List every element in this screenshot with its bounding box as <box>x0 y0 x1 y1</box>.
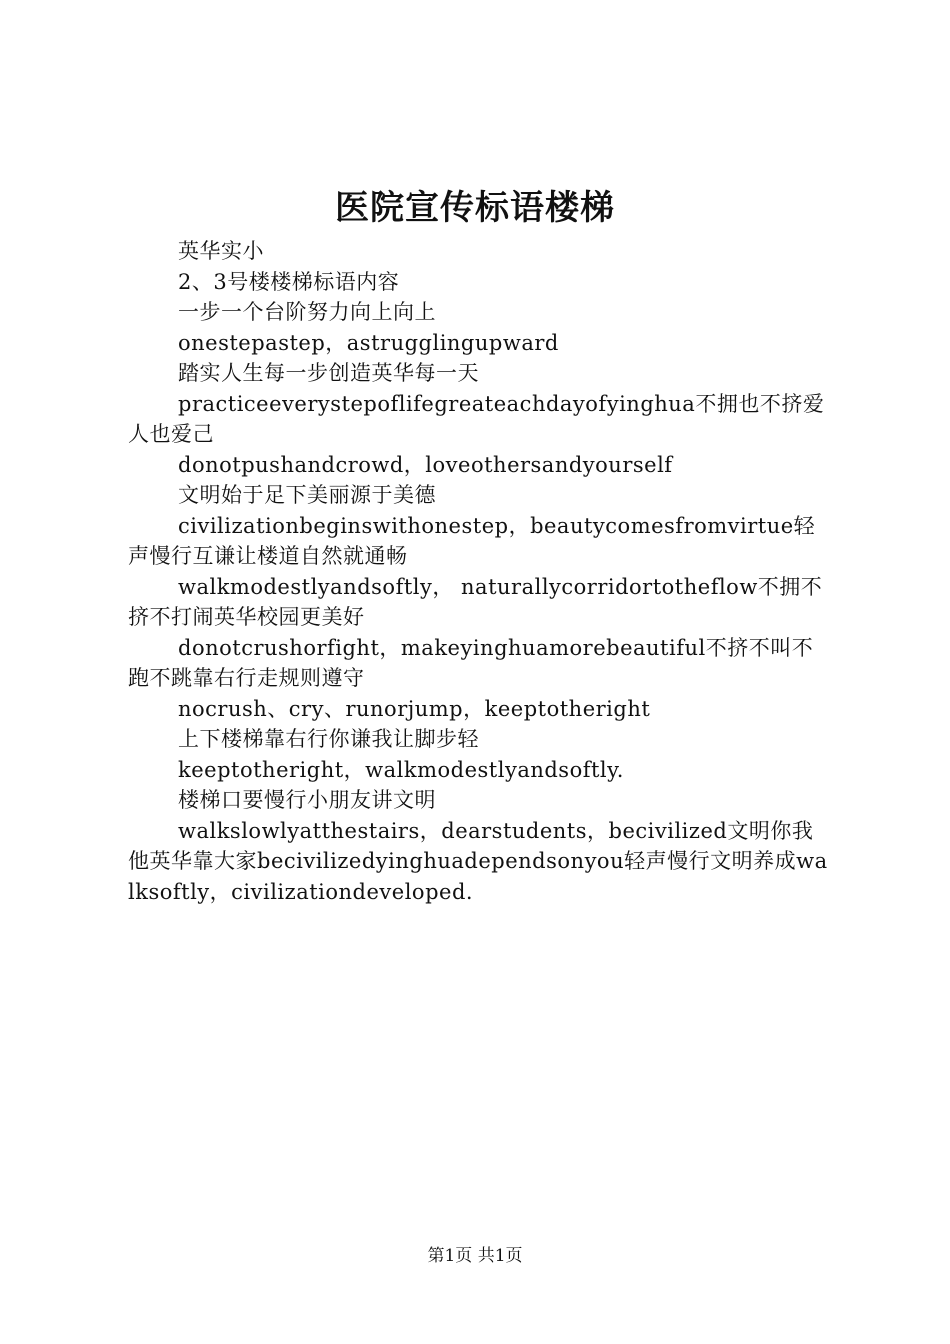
document-body <box>128 236 834 907</box>
body-line: 文明始于足下美丽源于美德 <box>178 483 436 507</box>
body-line: 上下楼梯靠右行你谦我让脚步轻 <box>178 727 479 751</box>
body-line: walkmodestlyandsoftly， naturallycorridortotheflow不拥不挤不打闹英华校园更美好 <box>128 574 823 629</box>
body-line: 一步一个台阶努力向上向上 <box>178 300 436 324</box>
document-title: 医院宣传标语楼梯 <box>335 188 615 228</box>
body-line: donotcrushorfight，makeyinghuamorebeautiful不挤不叫不跑不跳靠右行走规则遵守 <box>128 635 814 690</box>
body-line: civilizationbeginswithonestep，beautycomesfromvirtue轻声慢行互谦让楼道自然就通畅 <box>128 513 816 568</box>
body-line: keeptotheright，walkmodestlyandsoftly. <box>178 757 624 782</box>
body-line: nocrush、cry、runorjump，keeptotheright <box>178 696 651 721</box>
body-line: 楼梯口要慢行小朋友讲文明 <box>178 788 436 812</box>
body-line: 2、3号楼楼梯标语内容 <box>178 269 400 294</box>
body-line: 英华实小 <box>178 239 264 263</box>
body-line: 踏实人生每一步创造英华每一天 <box>178 361 479 385</box>
body-line: onestepastep，astrugglingupward <box>178 330 559 355</box>
body-line: donotpushandcrowd，loveothersandyourself <box>178 452 673 477</box>
page-footer: 第1页 共1页 <box>427 1246 523 1266</box>
body-line: walkslowlyatthestairs，dearstudents，becivilized文明你我他英华靠大家becivilizedyinghuadependsonyou轻声慢行文明养成walksoftly，civilizationdeveloped. <box>128 818 828 904</box>
body-line: practiceeverystepoflifegreateachdayofyinghua不拥也不挤爱人也爱己 <box>128 391 825 446</box>
